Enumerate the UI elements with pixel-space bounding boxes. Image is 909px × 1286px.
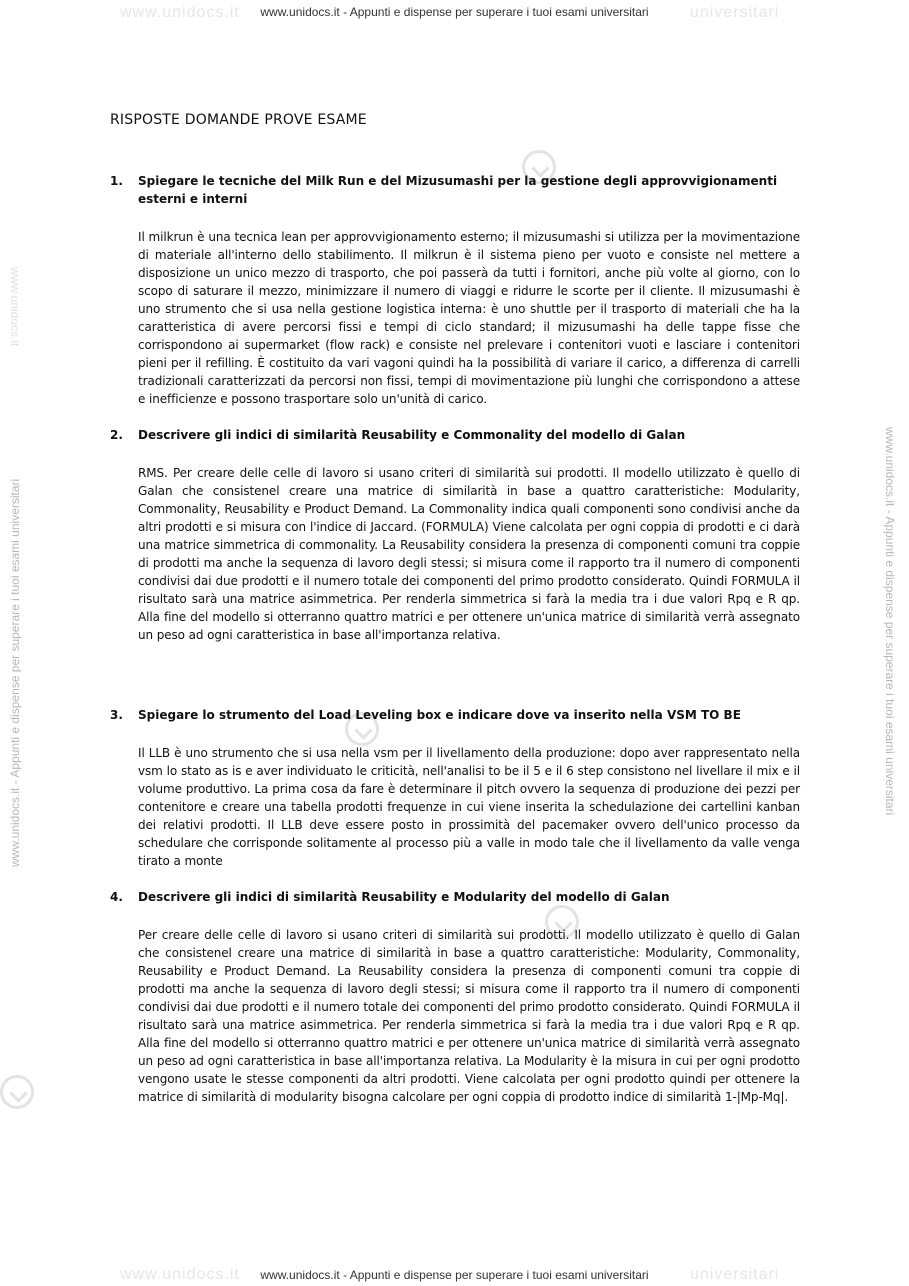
question-text: Descrivere gli indici di similarità Reusability e Commonality del modello di Galan <box>138 428 686 442</box>
document-body <box>110 112 800 1106</box>
question-text: Descrivere gli indici di similarità Reusability e Modularity del modello di Galan <box>138 890 670 904</box>
question-heading <box>110 706 800 724</box>
answer-text: Per creare delle celle di lavoro si usano criteri di similarità sui prodotti. Il modello utilizzato è quello di Galan che consistenel creare una matrice di similarità in base a quattro caratteristiche: Modularity, Commonality, Reusability e Product Demand. La Reusability considera la presenza di componenti comuni tra coppie di prodotti ma anche la sequenza di lavoro degli stessi; si misura come il rapporto tra il numero di componenti condivisi dai due prodotti e il numero totale dei componenti del primo prodotto considerato. Quindi FORMULA il risultato sarà una matrice asimmetrica. Per renderla simmetrica si farà la media tra i due valori Rpq e R qp. Alla fine del modello si otterranno quattro matrici e per ottenere un'unica matrice di similarità verrà assegnato un peso ad ogni caratteristica in base all'importanza relativa. La Modularity è la misura in cui per ogni prodotto vengono usate le stesse componenti da altri prodotti. Viene calcolata per ogni prodotto quindi per ottenere la matrice di similarità di modularity bisogna calcolare per ogni coppia di prodotto indice di similarità 1-|Mp-Mq|. <box>138 928 800 1104</box>
watermark-faint-top-left: www.unidocs.it <box>120 4 240 21</box>
watermark-banner-bottom: www.unidocs.it - Appunti e dispense per superare i tuoi esami universitari <box>260 1268 649 1282</box>
watermark-side-right: www.unidocs.it - Appunti e dispense per superare i tuoi esami universitari <box>883 427 897 816</box>
question-1 <box>110 172 800 408</box>
document-title: RISPOSTE DOMANDE PROVE ESAME <box>110 112 367 128</box>
question-number: 3. <box>110 708 123 722</box>
watermark-banner-top: www.unidocs.it - Appunti e dispense per superare i tuoi esami universitari <box>260 5 649 19</box>
question-3 <box>110 706 800 870</box>
question-text: Spiegare le tecniche del Milk Run e del Mizusumashi per la gestione degli approvvigionamenti esterni e interni <box>138 174 778 206</box>
question-4 <box>110 888 800 1106</box>
question-2 <box>110 426 800 644</box>
watermark-side-left-short: www.unidocs.it <box>8 267 22 347</box>
answer-text: RMS. Per creare delle celle di lavoro si usano criteri di similarità sui prodotti. Il modello utilizzato è quello di Galan che consistenel creare una matrice di similarità in base a quattro caratteristiche: Modularity, Commonality, Reusability e Product Demand. La Commonality indica quali componenti sono condivisi anche da altri prodotti e si misura con l'indice di Jaccard. (FORMULA) Viene calcolata per ogni coppia di prodotti e ci darà una matrice simmetrica di commonality. La Reusability considera la presenza di componenti comuni tra coppie di prodotti ma anche la sequenza di lavoro degli stessi; si misura come il rapporto tra il numero di componenti condivisi dai due prodotti e il numero totale dei componenti del primo prodotto considerato. Quindi FORMULA il risultato sarà una matrice asimmetrica. Per renderla simmetrica si farà la media tra i due valori Rpq e R qp. Alla fine del modello si otterranno quattro matrici e per ottenere un'unica matrice di similarità verrà assegnato un peso ad ogni caratteristica in base all'importanza relativa. <box>138 466 800 642</box>
watermark-side-left: www.unidocs.it - Appunti e dispense per superare i tuoi esami universitari <box>8 478 22 867</box>
question-text: Spiegare lo strumento del Load Leveling box e indicare dove va inserito nella VSM TO BE <box>138 708 741 722</box>
question-heading <box>110 888 800 906</box>
question-number: 2. <box>110 428 123 442</box>
question-heading <box>110 172 800 208</box>
question-heading <box>110 426 800 444</box>
watermark-faint-bottom-right: universitari <box>690 1266 780 1283</box>
answer-text: Il LLB è uno strumento che si usa nella vsm per il livellamento della produzione: dopo aver rappresentato nella vsm lo stato as is e aver individuato le criticità, nell'analisi to be il 5 e il 6 step consistono nel livellare il mix e il volume produttivo. La prima cosa da fare è determinare il pitch ovvero la sequenza di produzione dei pezzi per contenitore e creare una tabella prodotti frequenze in cui viene inserita la schedulazione dei cartellini kanban dei relativi prodotti. Il LLB deve essere posto in prossimità del pacemaker ovvero dell'unico processo da schedulare che corrisponde solitamente al processo più a valle in modo tale che il livellamento da valle venga tirato a monte <box>138 746 800 868</box>
watermark-faint-bottom-left: www.unidocs.it <box>120 1266 240 1283</box>
watermark-logo-icon <box>0 1075 34 1109</box>
answer-text: Il milkrun è una tecnica lean per approvvigionamento esterno; il mizusumashi si utilizza per la movimentazione di materiale all'interno dello stabilimento. Il milkrun è il sistema pieno per vuoto e consiste nel mettere a disposizione un unico mezzo di trasporto, che poi passerà da tutti i fornitori, anche più volte al giorno, con lo scopo di saturare il mezzo, minimizzare il numero di viaggi e ridurre le scorte per il cliente. Il mizusumashi è uno strumento che si usa nella gestione logistica interna: è uno shuttle per il trasporto di materiali che ha la caratteristica di avere percorsi fissi e tempi di ciclo standard; il mizusumashi ha delle tappe fisse che corrispondono ai supermarket (flow rack) e consiste nel prelevare i contenitori vuoti e lasciare i contenitori pieni per il refilling. È costituito da vari vagoni quindi ha la possibilità di variare il carico, a differenza di carrelli tradizionali caratterizzati da percorsi non fissi, tempi di movimentazione più lunghi che corrispondono a attese e inefficienze e possono trasportare solo un'unità di carico. <box>138 230 800 406</box>
question-number: 4. <box>110 890 123 904</box>
question-number: 1. <box>110 174 123 188</box>
watermark-faint-top-right: universitari <box>690 4 780 21</box>
